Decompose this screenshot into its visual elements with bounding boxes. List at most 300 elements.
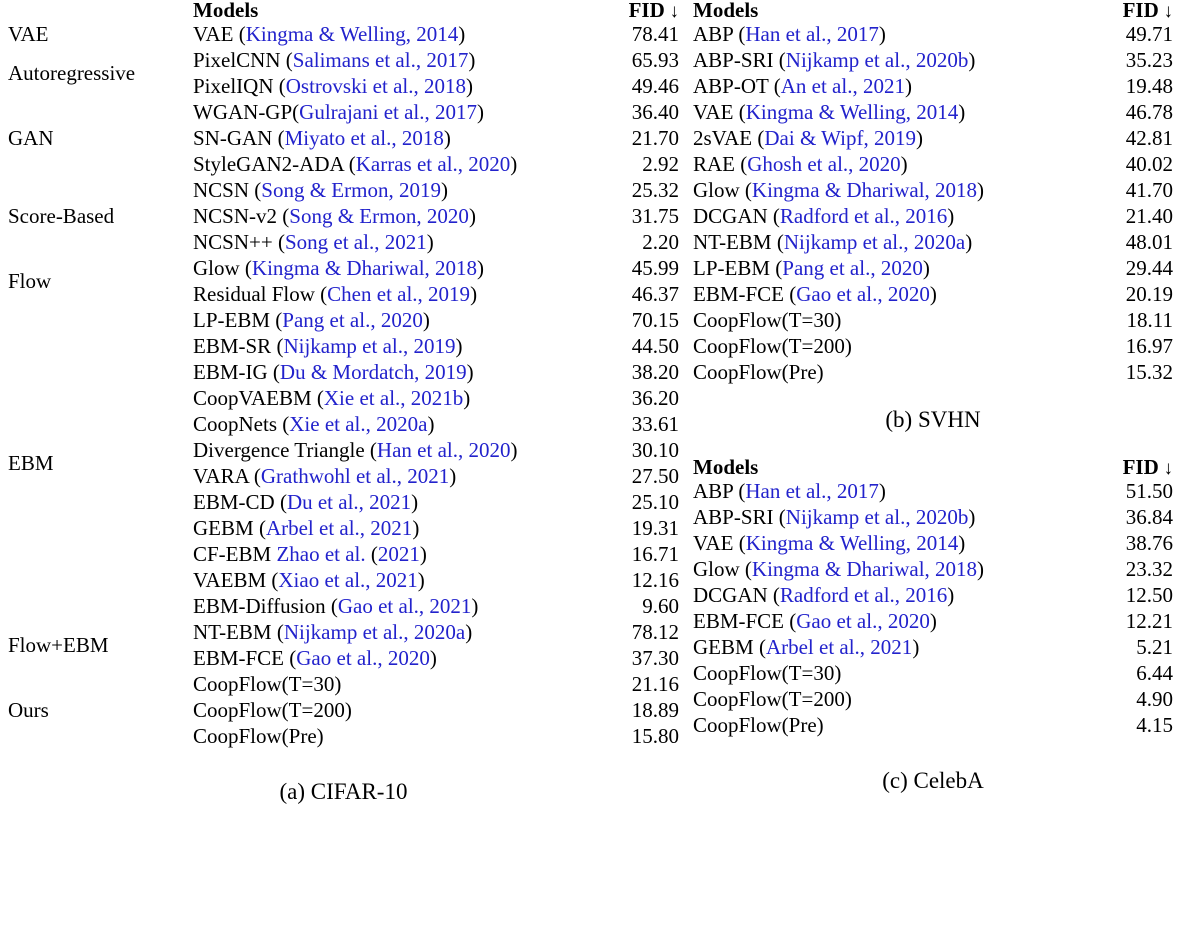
citation-link[interactable]: Ghosh et al., 2020 (747, 151, 901, 176)
fid-value-cell: 12.50 (1125, 582, 1173, 607)
model-label: PixelIQN (193, 73, 279, 98)
citation-link[interactable]: Arbel et al., 2021 (265, 515, 413, 540)
citation-paren-close: ) (422, 307, 430, 332)
model-label: VAE (193, 21, 239, 46)
table-header-row (8, 0, 679, 21)
citation-paren-close: ) (455, 333, 463, 358)
table-row (693, 556, 1173, 582)
model-label: DCGAN (693, 203, 773, 228)
citation-link[interactable]: Nijkamp et al., 2020a (783, 229, 966, 254)
caption-svhn: (b) SVHN (885, 407, 981, 432)
fid-value-cell: 65.93 (631, 47, 679, 72)
fid-value-cell: 37.30 (631, 645, 679, 670)
citation-paren-open: ( (772, 582, 780, 607)
citation-link[interactable]: Xiao et al., 2021 (278, 567, 418, 592)
model-name-cell (193, 203, 583, 229)
citation-paren-close: ) (900, 151, 908, 176)
citation-paren-open: ( (757, 125, 765, 150)
model-label: CoopFlow(T=200) (693, 686, 852, 711)
fid-column-header (1081, 0, 1173, 21)
citation-paren-open: ( (738, 99, 746, 124)
model-name-cell (193, 723, 583, 749)
model-label: VAE (693, 530, 739, 555)
citation-link[interactable]: Gulrajani et al., 2017 (299, 99, 478, 124)
model-label: CoopFlow(T=200) (193, 697, 352, 722)
citation-paren-close: ) (977, 177, 985, 202)
category-label-cell: Score-Based (8, 203, 115, 228)
citation-link[interactable]: Nijkamp et al., 2019 (283, 333, 456, 358)
model-label: CoopFlow(T=200) (693, 333, 852, 358)
citation-link[interactable]: Ostrovski et al., 2018 (285, 73, 466, 98)
model-label: GEBM (193, 515, 259, 540)
citation-paren-close: ) (468, 47, 476, 72)
citation-paren-open: ( (275, 307, 283, 332)
citation-link[interactable]: Radford et al., 2016 (779, 582, 948, 607)
citation-link[interactable]: Chen et al., 2019 (327, 281, 471, 306)
citation-link[interactable]: Nijkamp et al., 2020b (785, 47, 969, 72)
fid-value-cell: 41.70 (1125, 177, 1173, 202)
model-name-cell (193, 177, 583, 203)
fid-value-cell: 19.31 (631, 515, 679, 540)
citation-link[interactable]: Salimans et al., 2017 (292, 47, 469, 72)
model-label: LP-EBM (193, 307, 276, 332)
fid-value-cell: 20.19 (1125, 281, 1173, 306)
citation-paren-open: ( (276, 333, 284, 358)
model-label: Glow (193, 255, 245, 280)
fid-column-header (1081, 457, 1173, 478)
fid-header-label: FID (1122, 0, 1159, 22)
models-column-header: Models (693, 0, 759, 22)
citation-paren-open: ( (738, 530, 746, 555)
model-name-cell (193, 47, 583, 73)
model-label: EBM-SR (193, 333, 277, 358)
citation-paren-open: ( (258, 515, 266, 540)
model-name-cell (693, 333, 1081, 359)
model-label: EBM-FCE (193, 645, 290, 670)
caption-celeba: (c) CelebA (882, 768, 984, 793)
model-label: CoopFlow(Pre) (693, 359, 824, 384)
citation-link[interactable]: Zhao et al. (276, 541, 366, 566)
citation-paren-open: ( (348, 151, 356, 176)
model-label: CoopFlow(Pre) (693, 712, 824, 737)
model-name-cell (193, 697, 583, 723)
fid-value-cell: 9.60 (642, 593, 679, 618)
fid-value-cell: 16.71 (631, 541, 679, 566)
citation-paren-open: ( (292, 99, 300, 124)
arrow-down-icon: ↓ (664, 1, 679, 22)
citation-paren-close: ) (947, 203, 955, 228)
citation-paren-open: ( (744, 177, 752, 202)
citation-paren-close: ) (477, 255, 485, 280)
table-row (693, 608, 1173, 634)
table-row (693, 125, 1173, 151)
citation-paren-close: ) (958, 99, 966, 124)
fid-value-cell: 78.12 (631, 619, 679, 644)
model-label: SN-GAN (193, 125, 278, 150)
model-name-cell (693, 660, 1081, 686)
model-name-cell (193, 489, 583, 515)
citation-link[interactable]: Gao et al., 2020 (796, 608, 930, 633)
fid-column-header (583, 0, 679, 21)
model-label: CoopFlow(T=30) (193, 671, 342, 696)
fid-value-cell: 12.21 (1125, 608, 1173, 633)
model-name-cell (193, 411, 583, 437)
citation-paren-open: ( (271, 567, 279, 592)
table-row (693, 686, 1173, 712)
fid-value-cell: 21.16 (631, 671, 679, 696)
model-label: VAEBM (193, 567, 272, 592)
arrow-down-icon: ↓ (1158, 458, 1173, 479)
citation-paren-open: ( (289, 645, 297, 670)
fid-value-cell: 25.10 (631, 489, 679, 514)
table-row (693, 530, 1173, 556)
model-label: EBM-IG (193, 359, 273, 384)
model-name-cell (193, 567, 583, 593)
fid-value-cell: 46.37 (631, 281, 679, 306)
citation-paren-open: ( (776, 229, 784, 254)
citation-paren-close: ) (477, 99, 485, 124)
citation-paren-open: ( (330, 593, 338, 618)
model-name-cell (693, 47, 1081, 73)
citation-paren-close: ) (466, 359, 474, 384)
fid-value-cell: 19.48 (1125, 73, 1173, 98)
fid-value-cell: 78.41 (631, 21, 679, 46)
fid-value-cell: 46.78 (1125, 99, 1173, 124)
model-name-cell (693, 634, 1081, 660)
model-label: CoopFlow(Pre) (193, 723, 324, 748)
table-row (693, 73, 1173, 99)
model-name-cell (693, 73, 1081, 99)
citation-paren-open: ( (238, 21, 246, 46)
citation-paren-open: ( (285, 47, 293, 72)
model-name-cell (193, 21, 583, 47)
model-label: GEBM (693, 634, 759, 659)
models-column-header: Models (193, 0, 259, 22)
model-name-cell (193, 671, 583, 697)
citation-link[interactable]: Du & Mordatch, 2019 (279, 359, 467, 384)
citation-paren-open: ( (244, 255, 252, 280)
citation-paren-close: ) (463, 385, 471, 410)
model-label: StyleGAN2-ADA (193, 151, 349, 176)
model-name-cell (693, 712, 1081, 738)
category-label-cell: Flow (8, 268, 52, 293)
fid-value-cell: 36.20 (631, 385, 679, 410)
model-name-cell (693, 151, 1081, 177)
fid-value-cell: 45.99 (631, 255, 679, 280)
fid-value-cell: 5.21 (1136, 634, 1173, 659)
citation-paren-open: ( (740, 151, 748, 176)
citation-link[interactable]: Kingma & Welling, 2014 (745, 99, 959, 124)
category-label-cell: GAN (8, 125, 54, 150)
model-name-cell (693, 307, 1081, 333)
model-label: NCSN (193, 177, 255, 202)
svhn-celeba-column (679, 0, 1183, 942)
model-label: CoopVAEBM (193, 385, 317, 410)
model-name-cell (693, 686, 1081, 712)
fid-value-cell: 42.81 (1125, 125, 1173, 150)
citation-paren-close: ) (904, 73, 912, 98)
citation-paren-close: ) (958, 530, 966, 555)
model-name-cell (693, 556, 1081, 582)
category-label-cell: VAE (8, 21, 49, 46)
table-row (693, 151, 1173, 177)
model-label: PixelCNN (193, 47, 286, 72)
model-name-cell (693, 255, 1081, 281)
table-row (693, 99, 1173, 125)
citation-link[interactable]: Han et al., 2020 (376, 437, 511, 462)
citation-paren-open: ( (279, 489, 287, 514)
citation-link[interactable]: Pang et al., 2020 (782, 255, 923, 280)
model-name-cell (193, 515, 583, 541)
celeba-table (693, 457, 1173, 738)
citation-link[interactable]: Kingma & Dhariwal, 2018 (251, 255, 478, 280)
model-label: VARA (193, 463, 254, 488)
citation-link[interactable]: Nijkamp et al., 2020a (283, 619, 466, 644)
citation-paren-close: ) (878, 478, 886, 503)
table-row (8, 99, 679, 125)
citation-link[interactable]: Song & Ermon, 2019 (261, 177, 441, 202)
fid-value-cell: 31.75 (631, 203, 679, 228)
citation-link[interactable]: Song & Ermon, 2020 (289, 203, 469, 228)
citation-link[interactable]: Gao et al., 2020 (296, 645, 430, 670)
fid-value-cell: 30.10 (631, 437, 679, 462)
model-label: NCSN-v2 (193, 203, 283, 228)
fid-value-cell: 18.89 (631, 697, 679, 722)
model-name-cell (693, 478, 1081, 504)
table-row (8, 619, 679, 645)
model-name-cell (693, 608, 1081, 634)
table-row (693, 333, 1173, 359)
category-label-cell: EBM (8, 450, 54, 475)
citation-link[interactable]: Pang et al., 2020 (282, 307, 423, 332)
citation-year-link[interactable]: 2021 (377, 541, 420, 566)
model-name-cell (693, 530, 1081, 556)
model-name-cell (193, 541, 583, 567)
model-name-cell (193, 151, 583, 177)
model-label: Glow (693, 177, 745, 202)
citation-paren-open: ( (365, 541, 378, 566)
citation-link[interactable]: Gao et al., 2020 (796, 281, 930, 306)
fid-value-cell: 49.46 (631, 73, 679, 98)
citation-paren-close: ) (929, 608, 937, 633)
citation-paren-open: ( (272, 359, 280, 384)
fid-header-label: FID (628, 0, 665, 22)
citation-link[interactable]: Xie et al., 2021b (323, 385, 464, 410)
citation-paren-open: ( (277, 229, 285, 254)
citation-paren-open: ( (738, 21, 746, 46)
citation-paren-close: ) (912, 634, 920, 659)
model-name-cell (193, 307, 583, 333)
citation-link[interactable]: Du et al., 2021 (286, 489, 412, 514)
citation-paren-open: ( (320, 281, 328, 306)
citation-paren-open: ( (282, 411, 290, 436)
model-label: EBM-FCE (693, 608, 790, 633)
citation-paren-close: ) (929, 281, 937, 306)
citation-paren-open: ( (738, 478, 746, 503)
citation-paren-close: ) (947, 582, 955, 607)
table-row (693, 229, 1173, 255)
citation-paren-close: ) (458, 21, 466, 46)
citation-paren-close: ) (510, 437, 518, 462)
table-row (8, 47, 679, 73)
citation-paren-open: ( (772, 203, 780, 228)
model-name-cell (193, 99, 583, 125)
fid-value-cell: 29.44 (1125, 255, 1173, 280)
citation-paren-close: ) (915, 125, 923, 150)
model-label: ABP (693, 21, 739, 46)
citation-paren-close: ) (878, 21, 886, 46)
citation-paren-close: ) (412, 515, 420, 540)
citation-paren-close: ) (411, 489, 419, 514)
citation-link[interactable]: An et al., 2021 (780, 73, 905, 98)
citation-paren-open: ( (254, 177, 262, 202)
citation-paren-open: ( (282, 203, 290, 228)
citation-link[interactable]: Song et al., 2021 (284, 229, 427, 254)
fid-value-cell: 6.44 (1136, 660, 1173, 685)
citation-link[interactable]: Dai & Wipf, 2019 (764, 125, 916, 150)
table-row (8, 177, 679, 203)
model-name-cell (693, 281, 1081, 307)
category-header-cell (8, 0, 193, 21)
citation-link[interactable]: Han et al., 2017 (745, 478, 879, 503)
citation-link[interactable]: Nijkamp et al., 2020b (785, 504, 969, 529)
model-name-cell (693, 125, 1081, 151)
model-label: CoopFlow(T=30) (693, 307, 842, 332)
model-name-cell (693, 99, 1081, 125)
caption-cifar10: (a) CIFAR-10 (279, 779, 408, 804)
citation-link[interactable]: Karras et al., 2020 (355, 151, 511, 176)
model-name-cell (193, 359, 583, 385)
citation-paren-close: ) (968, 47, 976, 72)
fid-value-cell: 2.92 (642, 151, 679, 176)
model-label: DCGAN (693, 582, 773, 607)
table-row (693, 255, 1173, 281)
citation-link[interactable]: Miyato et al., 2018 (284, 125, 444, 150)
models-column-header: Models (693, 455, 759, 479)
fid-value-cell: 21.40 (1125, 203, 1173, 228)
category-label-cell: Ours (8, 697, 49, 722)
citation-link[interactable]: Radford et al., 2016 (779, 203, 948, 228)
table-row (693, 359, 1173, 385)
table-row (693, 47, 1173, 73)
table-row (693, 634, 1173, 660)
fid-value-cell: 49.71 (1125, 21, 1173, 46)
model-name-cell (193, 333, 583, 359)
citation-paren-close: ) (429, 645, 437, 670)
citation-paren-close: ) (443, 125, 451, 150)
fid-value-cell: 35.23 (1125, 47, 1173, 72)
model-name-cell (193, 593, 583, 619)
table-row (693, 21, 1173, 47)
fid-value-cell: 40.02 (1125, 151, 1173, 176)
fid-value-cell: 2.20 (642, 229, 679, 254)
citation-paren-close: ) (465, 73, 473, 98)
citation-paren-open: ( (778, 504, 786, 529)
model-name-cell (193, 229, 583, 255)
model-name-cell (193, 125, 583, 151)
model-name-cell (693, 359, 1081, 385)
citation-paren-open: ( (744, 556, 752, 581)
model-name-cell (193, 437, 583, 463)
fid-value-cell: 33.61 (631, 411, 679, 436)
citation-paren-open: ( (789, 281, 797, 306)
fid-value-cell: 16.97 (1125, 333, 1173, 358)
fid-value-cell: 36.84 (1125, 504, 1173, 529)
citation-paren-open: ( (758, 634, 766, 659)
arrow-down-icon: ↓ (1158, 1, 1173, 22)
model-label: EBM-CD (193, 489, 280, 514)
citation-link[interactable]: Kingma & Dhariwal, 2018 (751, 556, 978, 581)
model-label: NT-EBM (693, 229, 777, 254)
category-label-cell: Autoregressive (8, 60, 136, 85)
citation-paren-close: ) (465, 619, 473, 644)
fid-value-cell: 15.32 (1125, 359, 1173, 384)
fid-value-cell: 4.90 (1136, 686, 1173, 711)
citation-paren-open: ( (773, 73, 781, 98)
citation-link[interactable]: Grathwohl et al., 2021 (260, 463, 450, 488)
model-label: ABP (693, 478, 739, 503)
citation-link[interactable]: Kingma & Welling, 2014 (245, 21, 459, 46)
citation-paren-open: ( (253, 463, 261, 488)
citation-link[interactable]: Arbel et al., 2021 (765, 634, 913, 659)
citation-link[interactable]: Kingma & Dhariwal, 2018 (751, 177, 978, 202)
model-label: ABP-OT (693, 73, 774, 98)
table-header-row (693, 0, 1173, 21)
citation-paren-open: ( (316, 385, 324, 410)
fid-value-cell: 15.80 (631, 723, 679, 748)
model-name-cell (693, 582, 1081, 608)
model-name-cell (693, 177, 1081, 203)
fid-value-cell: 38.20 (631, 359, 679, 384)
fid-value-cell: 4.15 (1136, 712, 1173, 737)
citation-paren-close: ) (427, 411, 435, 436)
model-name-cell (693, 21, 1081, 47)
model-label: 2sVAE (693, 125, 758, 150)
fid-value-cell: 70.15 (631, 307, 679, 332)
citation-paren-close: ) (968, 504, 976, 529)
fid-value-cell: 44.50 (631, 333, 679, 358)
model-label: ABP-SRI (693, 504, 779, 529)
model-label: RAE (693, 151, 741, 176)
fid-value-cell: 25.32 (631, 177, 679, 202)
model-name-cell (193, 385, 583, 411)
citation-link[interactable]: Kingma & Welling, 2014 (745, 530, 959, 555)
table-row (693, 504, 1173, 530)
citation-paren-open: ( (369, 437, 377, 462)
model-label: CoopNets (193, 411, 283, 436)
model-label: LP-EBM (693, 255, 776, 280)
fid-value-cell: 12.16 (631, 567, 679, 592)
fid-value-cell: 48.01 (1125, 229, 1173, 254)
category-label-cell: Flow+EBM (8, 632, 109, 657)
citation-paren-close: ) (440, 177, 448, 202)
table-row (8, 307, 679, 333)
citation-link[interactable]: Xie et al., 2020a (289, 411, 428, 436)
model-name-cell (693, 504, 1081, 530)
citation-link[interactable]: Han et al., 2017 (745, 21, 879, 46)
svhn-table (693, 0, 1173, 385)
citation-link[interactable]: Gao et al., 2021 (337, 593, 472, 618)
citation-paren-close: ) (922, 255, 930, 280)
model-name-cell (193, 619, 583, 645)
citation-paren-close: ) (977, 556, 985, 581)
model-name-cell (193, 255, 583, 281)
model-label: ABP-SRI (693, 47, 779, 72)
citation-paren-close: ) (965, 229, 973, 254)
table-row (693, 478, 1173, 504)
fid-value-cell: 27.50 (631, 463, 679, 488)
citation-paren-open: ( (778, 47, 786, 72)
